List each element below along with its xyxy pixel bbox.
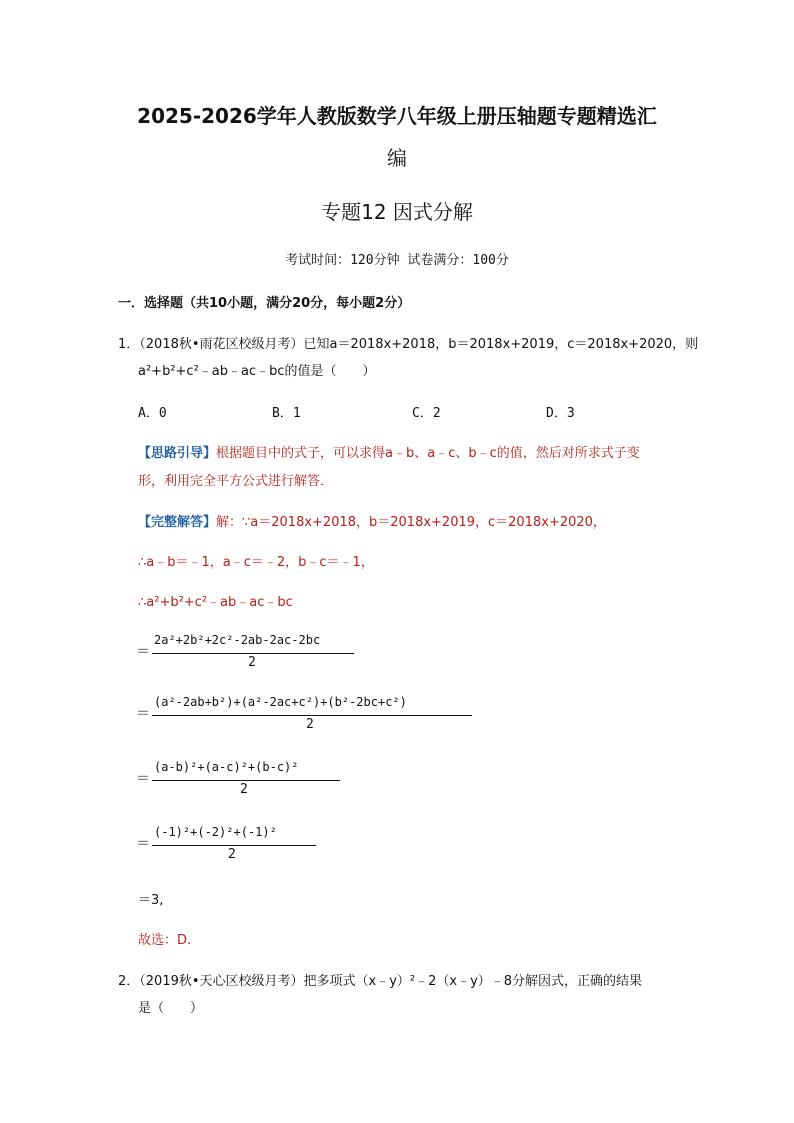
fraction-bar [152,715,472,716]
step-3-numerator: (a-b)²+(a-c)²+(b-c)² [154,760,299,774]
option-d: D．3 [546,406,575,421]
solution-answer: 故选：D. [138,933,192,948]
hint-label: 【思路引导】 [138,446,217,461]
hint-text: 根据题目中的式子，可以求得a﹣b、a﹣c、b﹣c的值，然后对所求式子变 [216,446,640,461]
solution-line2: ∴a﹣b＝﹣1，a﹣c＝﹣2，b﹣c＝﹣1， [138,555,374,570]
section-heading: 一．选择题（共10小题，满分20分，每小题2分） [118,296,411,311]
solution-label: 【完整解答】 [138,515,217,530]
solution-text: 解：∵a＝2018x+2018，b＝2018x+2019，c＝2018x+2020， [216,515,606,530]
step-4-numerator: (-1)²+(-2)²+(-1)² [154,825,277,839]
step-4-denominator: 2 [228,847,236,862]
hint-line2: 形，利用完全平方公式进行解答． [138,474,334,489]
solution-result: ＝3, [138,893,164,908]
option-a: A．0 [138,406,167,421]
option-b: B．1 [272,406,301,421]
step-3-denominator: 2 [240,782,248,797]
hint-line1 [138,442,640,461]
question-1-text-line1: 1．（2018秋•雨花区校级月考）已知a＝2018x+2018，b＝2018x+2019，c＝2018x+2020，则 [118,337,699,352]
fraction-bar [152,653,354,654]
option-c: C．2 [412,406,441,421]
document-title: 2025-2026学年人教版数学八年级上册压轴题专题精选汇 [137,104,657,128]
document-title-continued: 编 [387,146,407,170]
topic-title: 专题12 因式分解 [321,200,473,224]
step-1-numerator: 2a²+2b²+2c²-2ab-2ac-2bc [154,633,321,647]
fraction-bar [152,845,316,846]
solution-line3: ∴a²+b²+c²﹣ab﹣ac﹣bc [138,595,293,610]
solution-line1 [138,511,606,530]
step-2-denominator: 2 [306,717,314,732]
question-1-text-line2: a²+b²+c²﹣ab﹣ac﹣bc的值是（ ） [138,364,376,379]
step-2-numerator: (a²-2ab+b²)+(a²-2ac+c²)+(b²-2bc+c²) [154,695,407,709]
question-2-text-line2: 是（ ） [138,1001,204,1016]
exam-info: 考试时间：120分钟 试卷满分：100分 [285,253,509,268]
fraction-bar [152,780,340,781]
step-1-denominator: 2 [248,655,256,670]
question-2-text-line1: 2．（2019秋•天心区校级月考）把多项式（x﹣y）²﹣2（x﹣y）﹣8分解因式，正确的结果 [118,974,643,989]
